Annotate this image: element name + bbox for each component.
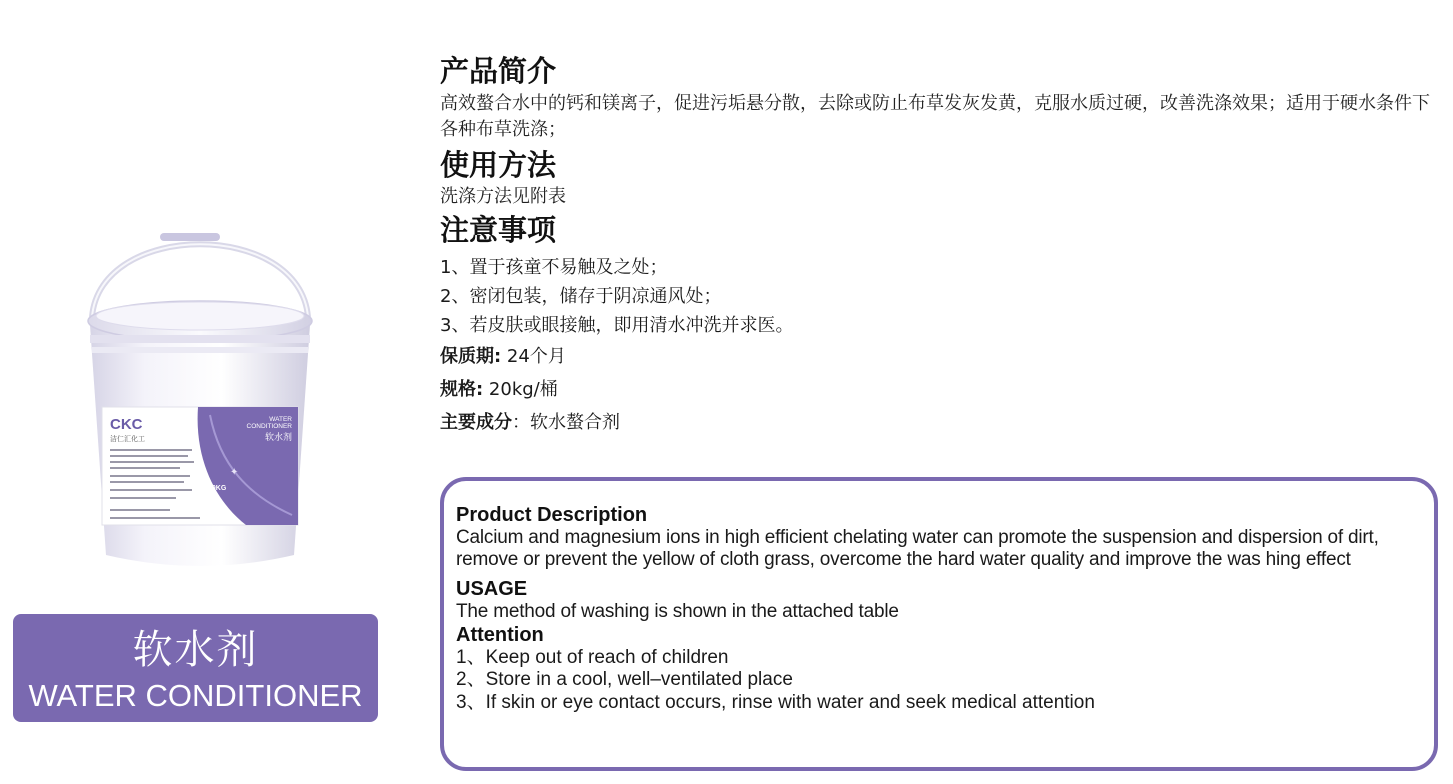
- usage-heading-en: USAGE: [456, 578, 528, 600]
- attention-heading-cn: 注意事项: [440, 213, 557, 247]
- product-bucket-image: [70, 225, 330, 585]
- attention-list-cn: [440, 253, 1440, 340]
- intro-text-cn: 高效螯合水中的钙和镁离子，促进污垢悬分散，去除或防止布草发灰发黄，克服水质过硬，改善洗涤效果；适用于硬水条件下各种布草洗涤；: [440, 93, 1430, 140]
- attention-item-cn: 1、置于孩童不易触及之处；: [440, 257, 668, 278]
- intro-heading-cn: 产品简介: [440, 54, 557, 88]
- attention-item-cn: 3、若皮肤或眼接触，即用清水冲洗并求医。: [440, 315, 794, 336]
- usage-text-cn: 洗涤方法见附表: [440, 186, 566, 207]
- spec-row: [440, 373, 1440, 406]
- usage-heading-cn: 使用方法: [440, 148, 557, 182]
- svg-text:CKC: CKC: [110, 416, 143, 433]
- desc-text-en: Calcium and magnesium ions in high efficient chelating water can promote the suspension and dispersion of dirt, remove or prevent the yellow of cloth grass, overcome the hard water quality and improve the was hing effect: [456, 527, 1379, 570]
- english-info-box: [440, 477, 1438, 771]
- attention-item-cn: 2、密闭包装，储存于阴凉通风处；: [440, 286, 722, 307]
- svg-text:软水剂: 软水剂: [264, 433, 292, 443]
- desc-heading-en: Product Description: [456, 504, 648, 526]
- product-name-badge: [13, 614, 378, 722]
- ingredient-label: 主要成分: [440, 412, 512, 433]
- product-name-en: WATER CONDITIONER: [28, 678, 363, 713]
- ingredient-row: [440, 406, 1440, 439]
- shelf-life-row: [440, 340, 1440, 373]
- svg-text:20KG: 20KG: [208, 485, 227, 492]
- usage-text-en: The method of washing is shown in the attached table: [456, 601, 899, 622]
- svg-text:CONDITIONER: CONDITIONER: [246, 423, 292, 430]
- svg-text:WATER: WATER: [269, 416, 292, 423]
- svg-text:✦: ✦: [230, 467, 239, 478]
- attention-item-en: 3、If skin or eye contact occurs, rinse with water and seek medical attention: [456, 691, 1095, 713]
- shelf-life-value: 24个月: [501, 346, 566, 367]
- ingredient-value: ：软水螯合剂: [512, 412, 620, 433]
- chinese-info-section: [440, 52, 1440, 439]
- attention-heading-en: Attention: [456, 623, 544, 646]
- attention-item-en: 1、Keep out of reach of children: [456, 646, 729, 668]
- svg-text:洁仁汇化工: 洁仁汇化工: [110, 435, 145, 443]
- attention-item-en: 2、Store in a cool, well–ventilated place: [456, 669, 793, 690]
- spec-label: 规格:: [440, 379, 484, 400]
- spec-value: 20kg/桶: [483, 379, 558, 400]
- english-info-content: [456, 503, 1428, 714]
- product-name-cn: 软水剂: [132, 627, 259, 673]
- attention-list-en: [456, 647, 1428, 715]
- shelf-life-label: 保质期:: [440, 346, 502, 367]
